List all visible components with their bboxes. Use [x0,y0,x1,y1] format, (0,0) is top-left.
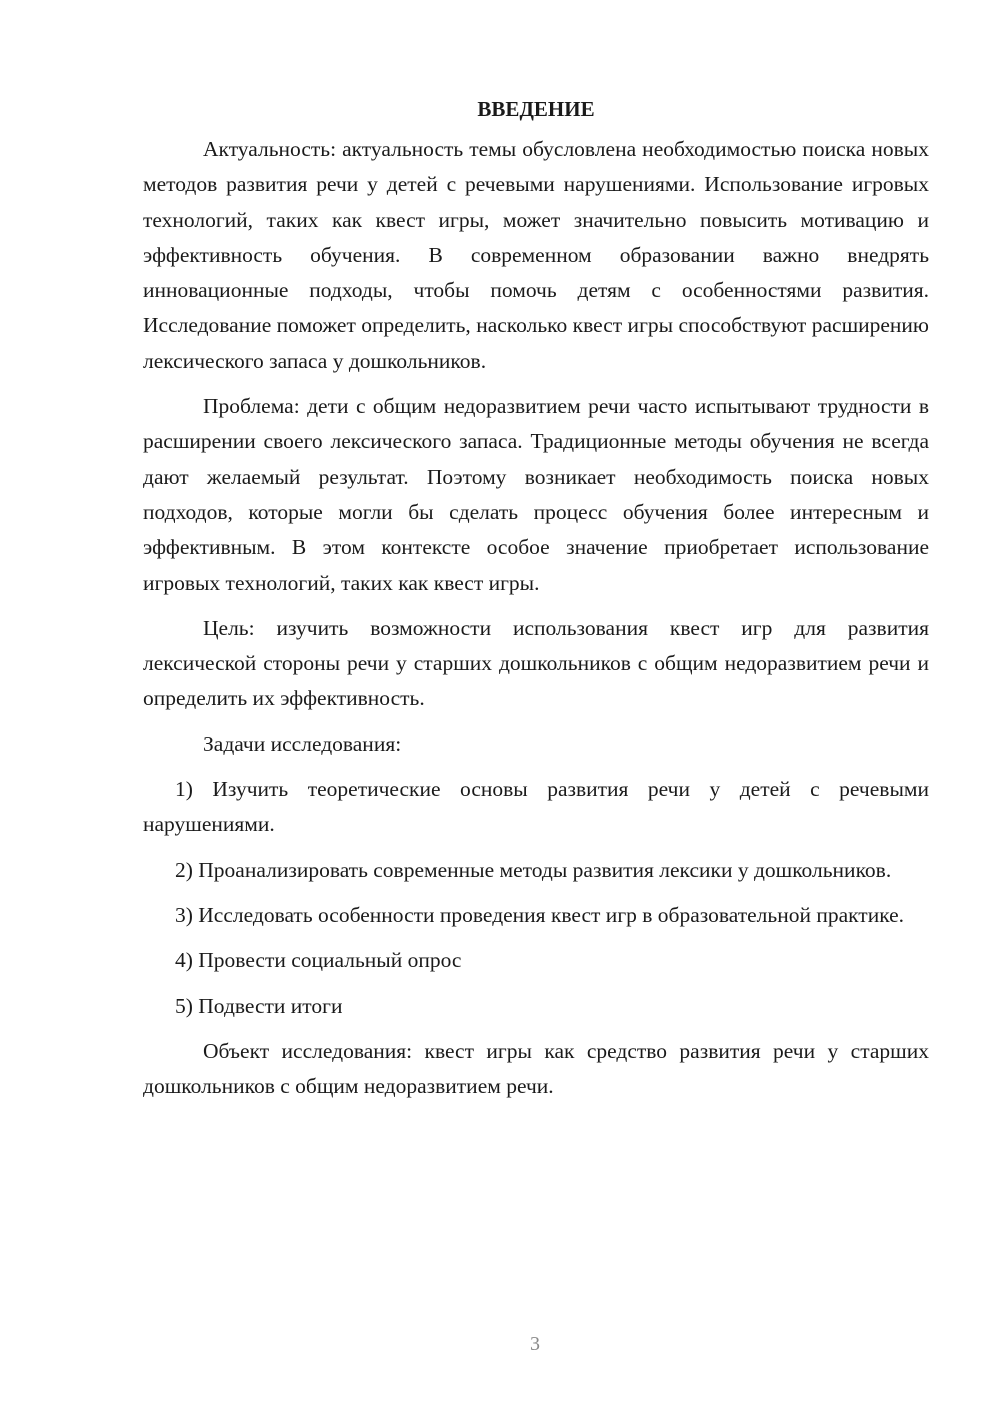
task-item-4: 4) Провести социальный опрос [175,948,462,973]
task-item-5: 5) Подвести итоги [175,993,343,1018]
paragraph-goal: Цель: изучить возможности использования квест игр для развития лексической стороны речи у старших дошкольников с общим недоразвитием речи и определить их эффективность. [143,615,929,711]
task-item-1: 1) Изучить теоретические основы развития речи у детей с речевыми нарушениями. [143,777,929,837]
page-number: 3 [530,1333,540,1355]
task-item-2: 2) Проанализировать современные методы развития лексики у дошкольников. [175,857,892,882]
paragraph-object: Объект исследования: квест игры как средство развития речи у старших дошкольников с общим недоразвитием речи. [143,1038,929,1099]
paragraph-relevance: Актуальность: актуальность темы обусловлена необходимостью поиска новых методов развития речи у детей с речевыми нарушениями. Использование игровых технологий, таких как квест игры, может значительно повысить мотивацию и эффективность обучения. В современном образовании важно внедрять инновационные подходы, чтобы помочь детям с особенностями развития. Исследование поможет определить, насколько квест игры способствуют расширению лексического запаса у дошкольников. [143,137,929,373]
section-title: ВВЕДЕНИЕ [477,97,595,121]
paragraph-tasks-heading: Задачи исследования: [203,731,402,756]
document-page [143,92,929,1114]
paragraph-problem: Проблема: дети с общим недоразвитием речи часто испытывают трудности в расширении своего лексического запаса. Традиционные методы обучения не всегда дают желаемый результат. Поэтому возникает необходимость поиска новых подходов, которые могли бы сделать процесс обучения более интересным и эффективным. В этом контексте особое значение приобретает использование игровых технологий, таких как квест игры. [143,394,929,595]
task-item-3: 3) Исследовать особенности проведения квест игр в образовательной практике. [175,902,905,927]
